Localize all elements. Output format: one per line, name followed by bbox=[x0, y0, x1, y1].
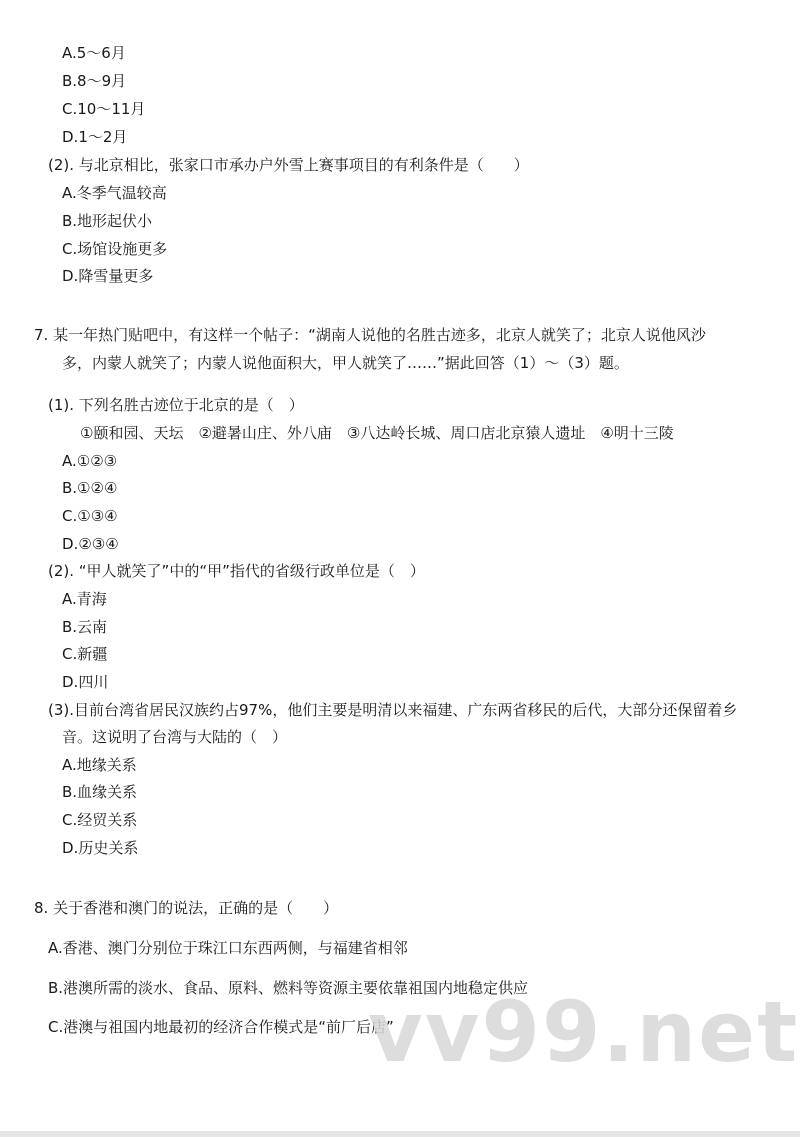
option-c[interactable]: C.新疆 bbox=[62, 645, 108, 663]
option-b[interactable]: B.云南 bbox=[62, 618, 108, 636]
option-a[interactable]: A.地缘关系 bbox=[62, 756, 137, 774]
question-stem: (3).目前台湾省居民汉族约占97%，他们主要是明清以来福建、广东两省移民的后代，大部分还保留着乡 bbox=[48, 701, 738, 719]
option-a[interactable]: A.香港、澳门分别位于珠江口东西两侧，与福建省相邻 bbox=[48, 939, 408, 957]
option-b[interactable]: B.地形起伏小 bbox=[62, 212, 153, 230]
page-bottom-edge bbox=[0, 1131, 800, 1137]
option-c[interactable]: C.经贸关系 bbox=[62, 811, 138, 829]
option-b[interactable]: B.血缘关系 bbox=[62, 783, 138, 801]
question-stem: 7. 某一年热门贴吧中，有这样一个帖子：“湖南人说他的名胜古迹多，北京人就笑了；北京人说他风沙 bbox=[34, 326, 706, 344]
option-a[interactable]: A.5～6月 bbox=[62, 44, 126, 62]
option-c[interactable]: C.10～11月 bbox=[62, 100, 146, 118]
question-stem-continued: 音。这说明了台湾与大陆的（ ） bbox=[62, 728, 288, 746]
question-items: ①颐和园、天坛 ②避暑山庄、外八庙 ③八达岭长城、周口店北京猿人遗址 ④明十三陵 bbox=[80, 424, 674, 442]
option-a[interactable]: A.①②③ bbox=[62, 452, 118, 470]
question-stem: (1). 下列名胜古迹位于北京的是（ ） bbox=[48, 396, 304, 414]
option-c[interactable]: C.场馆设施更多 bbox=[62, 240, 168, 258]
question-stem: (2). “甲人就笑了”中的“甲”指代的省级行政单位是（ ） bbox=[48, 562, 425, 580]
option-d[interactable]: D.历史关系 bbox=[62, 839, 139, 857]
option-d[interactable]: D.降雪量更多 bbox=[62, 267, 154, 285]
option-b[interactable]: B.8～9月 bbox=[62, 72, 127, 90]
option-d[interactable]: D.②③④ bbox=[62, 535, 119, 553]
option-a[interactable]: A.冬季气温较高 bbox=[62, 184, 167, 202]
option-d[interactable]: D.四川 bbox=[62, 673, 109, 691]
option-a[interactable]: A.青海 bbox=[62, 590, 107, 608]
watermark: vv99.net bbox=[368, 983, 800, 1081]
question-stem-continued: 多，内蒙人就笑了；内蒙人说他面积大，甲人就笑了……”据此回答（1）～（3）题。 bbox=[62, 354, 629, 372]
option-b[interactable]: B.港澳所需的淡水、食品、原料、燃料等资源主要依靠祖国内地稳定供应 bbox=[48, 979, 529, 997]
question-stem: (2). 与北京相比，张家口市承办户外雪上赛事项目的有利条件是（ ） bbox=[48, 156, 529, 174]
option-d[interactable]: D.1～2月 bbox=[62, 128, 128, 146]
option-c[interactable]: C.港澳与祖国内地最初的经济合作模式是“前厂后店” bbox=[48, 1018, 394, 1036]
question-stem: 8. 关于香港和澳门的说法，正确的是（ ） bbox=[34, 899, 339, 917]
option-c[interactable]: C.①③④ bbox=[62, 507, 118, 525]
option-b[interactable]: B.①②④ bbox=[62, 479, 118, 497]
